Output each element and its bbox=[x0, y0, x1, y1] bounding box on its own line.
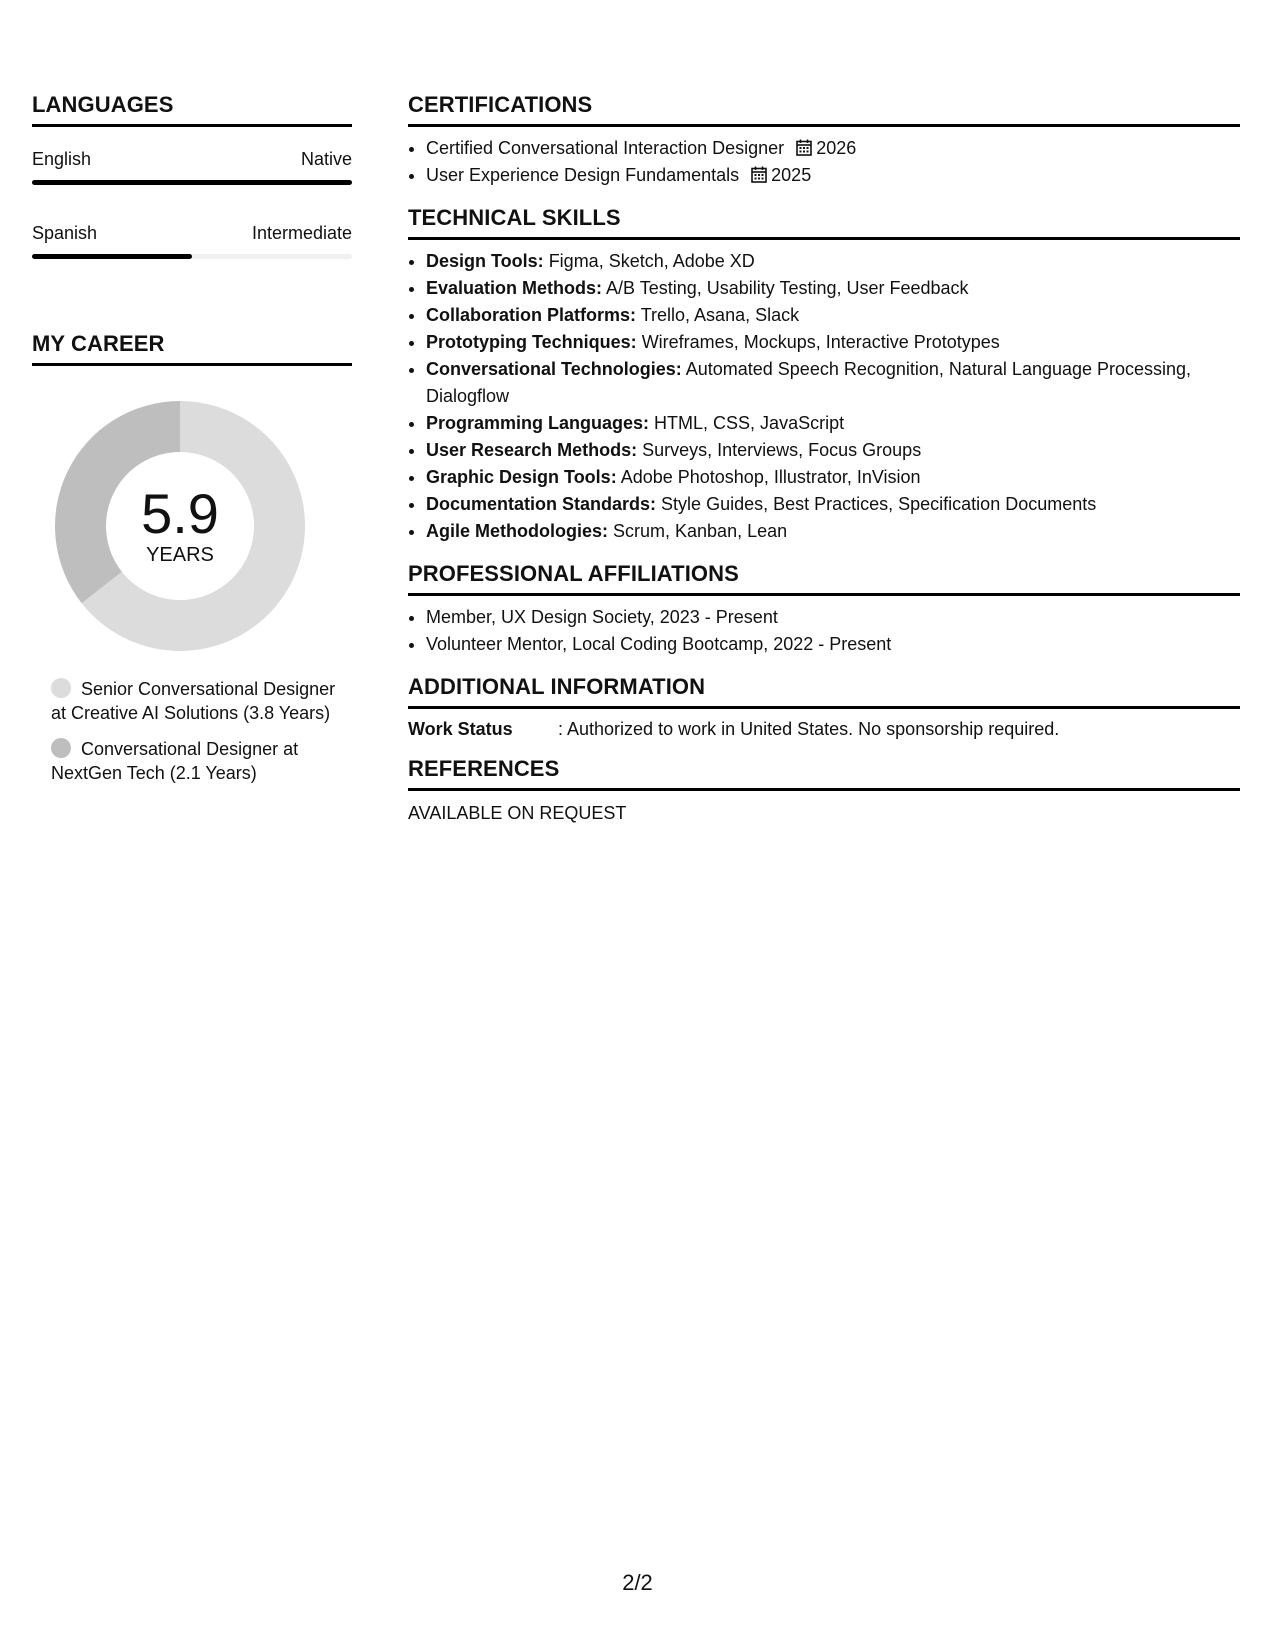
skill-value: Surveys, Interviews, Focus Groups bbox=[642, 440, 922, 460]
skill-item bbox=[426, 329, 1240, 356]
certification-item bbox=[426, 135, 1240, 162]
career-total-years: 5.9 bbox=[141, 481, 219, 545]
skill-value: Style Guides, Best Practices, Specification Documents bbox=[661, 494, 1097, 514]
career-section bbox=[32, 331, 352, 785]
work-status-label: Work Status bbox=[408, 719, 513, 739]
certifications-list bbox=[408, 135, 1240, 189]
legend-swatch bbox=[51, 738, 71, 758]
skill-item bbox=[426, 410, 1240, 437]
skill-item bbox=[426, 518, 1240, 545]
language-name: Spanish bbox=[32, 223, 98, 243]
skill-label: Programming Languages: bbox=[426, 413, 650, 433]
skill-item bbox=[426, 464, 1240, 491]
skill-label: Documentation Standards: bbox=[426, 494, 657, 514]
language-item bbox=[32, 223, 352, 259]
affiliations-section bbox=[408, 561, 1240, 658]
affiliations-list bbox=[408, 604, 1240, 658]
work-status-row bbox=[408, 719, 1240, 740]
languages-heading: LANGUAGES bbox=[32, 92, 352, 127]
language-proficiency-bar bbox=[32, 254, 352, 259]
skill-label: Conversational Technologies: bbox=[426, 359, 682, 379]
certification-name: User Experience Design Fundamentals bbox=[426, 165, 740, 185]
left-column bbox=[32, 92, 352, 797]
skill-label: Design Tools: bbox=[426, 251, 544, 271]
references-text: AVAILABLE ON REQUEST bbox=[408, 803, 627, 823]
skill-item bbox=[426, 302, 1240, 329]
certifications-section bbox=[408, 92, 1240, 189]
skill-label: Collaboration Platforms: bbox=[426, 305, 637, 325]
skill-value: Adobe Photoshop, Illustrator, InVision bbox=[620, 467, 921, 487]
language-name: English bbox=[32, 149, 92, 169]
technical-skills-list bbox=[408, 248, 1240, 545]
references-heading: REFERENCES bbox=[408, 756, 1240, 791]
certifications-heading: CERTIFICATIONS bbox=[408, 92, 1240, 127]
right-column bbox=[408, 92, 1240, 840]
language-proficiency-fill bbox=[32, 180, 352, 185]
language-proficiency-fill bbox=[32, 254, 192, 259]
skill-label: User Research Methods: bbox=[426, 440, 638, 460]
certification-year: 2026 bbox=[816, 138, 857, 158]
donut-center bbox=[55, 401, 305, 651]
skill-value: Wireframes, Mockups, Interactive Prototypes bbox=[641, 332, 1000, 352]
certification-item bbox=[426, 162, 1240, 189]
legend-item bbox=[51, 737, 351, 785]
additional-info-section bbox=[408, 674, 1240, 740]
skill-label: Agile Methodologies: bbox=[426, 521, 608, 541]
certification-year: 2025 bbox=[771, 165, 812, 185]
affiliation-item: • Volunteer Mentor, Local Coding Bootcamp, 2022 - Present bbox=[426, 631, 1240, 658]
language-proficiency-bar bbox=[32, 180, 352, 185]
language-item bbox=[32, 149, 352, 185]
skill-label: Prototyping Techniques: bbox=[426, 332, 637, 352]
skill-value: A/B Testing, Usability Testing, User Feedback bbox=[606, 278, 969, 298]
skill-item bbox=[426, 437, 1240, 464]
legend-label: Conversational Designer at NextGen Tech (2.1 Years) bbox=[51, 739, 299, 783]
career-legend bbox=[51, 677, 351, 785]
calendar-icon bbox=[751, 166, 767, 183]
skill-item bbox=[426, 248, 1240, 275]
additional-info-heading: ADDITIONAL INFORMATION bbox=[408, 674, 1240, 709]
certification-name: Certified Conversational Interaction Designer bbox=[426, 138, 785, 158]
page-number: 2/2 bbox=[622, 1570, 653, 1595]
career-years-unit: YEARS bbox=[146, 543, 214, 566]
references-section bbox=[408, 756, 1240, 824]
language-level: Intermediate bbox=[251, 223, 352, 243]
skill-label: Evaluation Methods: bbox=[426, 278, 603, 298]
skill-label: Graphic Design Tools: bbox=[426, 467, 617, 487]
technical-skills-heading: TECHNICAL SKILLS bbox=[408, 205, 1240, 240]
affiliation-item: • Member, UX Design Society, 2023 - Present bbox=[426, 604, 1240, 631]
languages-section bbox=[32, 92, 352, 259]
skill-value: Figma, Sketch, Adobe XD bbox=[548, 251, 755, 271]
technical-skills-section bbox=[408, 205, 1240, 545]
work-status-value: : Authorized to work in United States. No sponsorship required. bbox=[558, 719, 1060, 739]
skill-item bbox=[426, 275, 1240, 302]
skill-value: Scrum, Kanban, Lean bbox=[613, 521, 788, 541]
career-heading: MY CAREER bbox=[32, 331, 352, 366]
legend-swatch bbox=[51, 678, 71, 698]
skill-item bbox=[426, 491, 1240, 518]
legend-label: Senior Conversational Designer at Creative AI Solutions (3.8 Years) bbox=[51, 679, 336, 723]
skill-value: Automated Speech Recognition, Natural Language Processing, Dialogflow bbox=[426, 359, 1192, 406]
skill-item bbox=[426, 356, 1240, 410]
skill-value: HTML, CSS, JavaScript bbox=[654, 413, 845, 433]
legend-item bbox=[51, 677, 351, 725]
skill-value: Trello, Asana, Slack bbox=[640, 305, 800, 325]
calendar-icon bbox=[796, 139, 812, 156]
language-level: Native bbox=[300, 149, 352, 169]
career-donut-chart bbox=[55, 401, 305, 651]
affiliations-heading: PROFESSIONAL AFFILIATIONS bbox=[408, 561, 1240, 596]
